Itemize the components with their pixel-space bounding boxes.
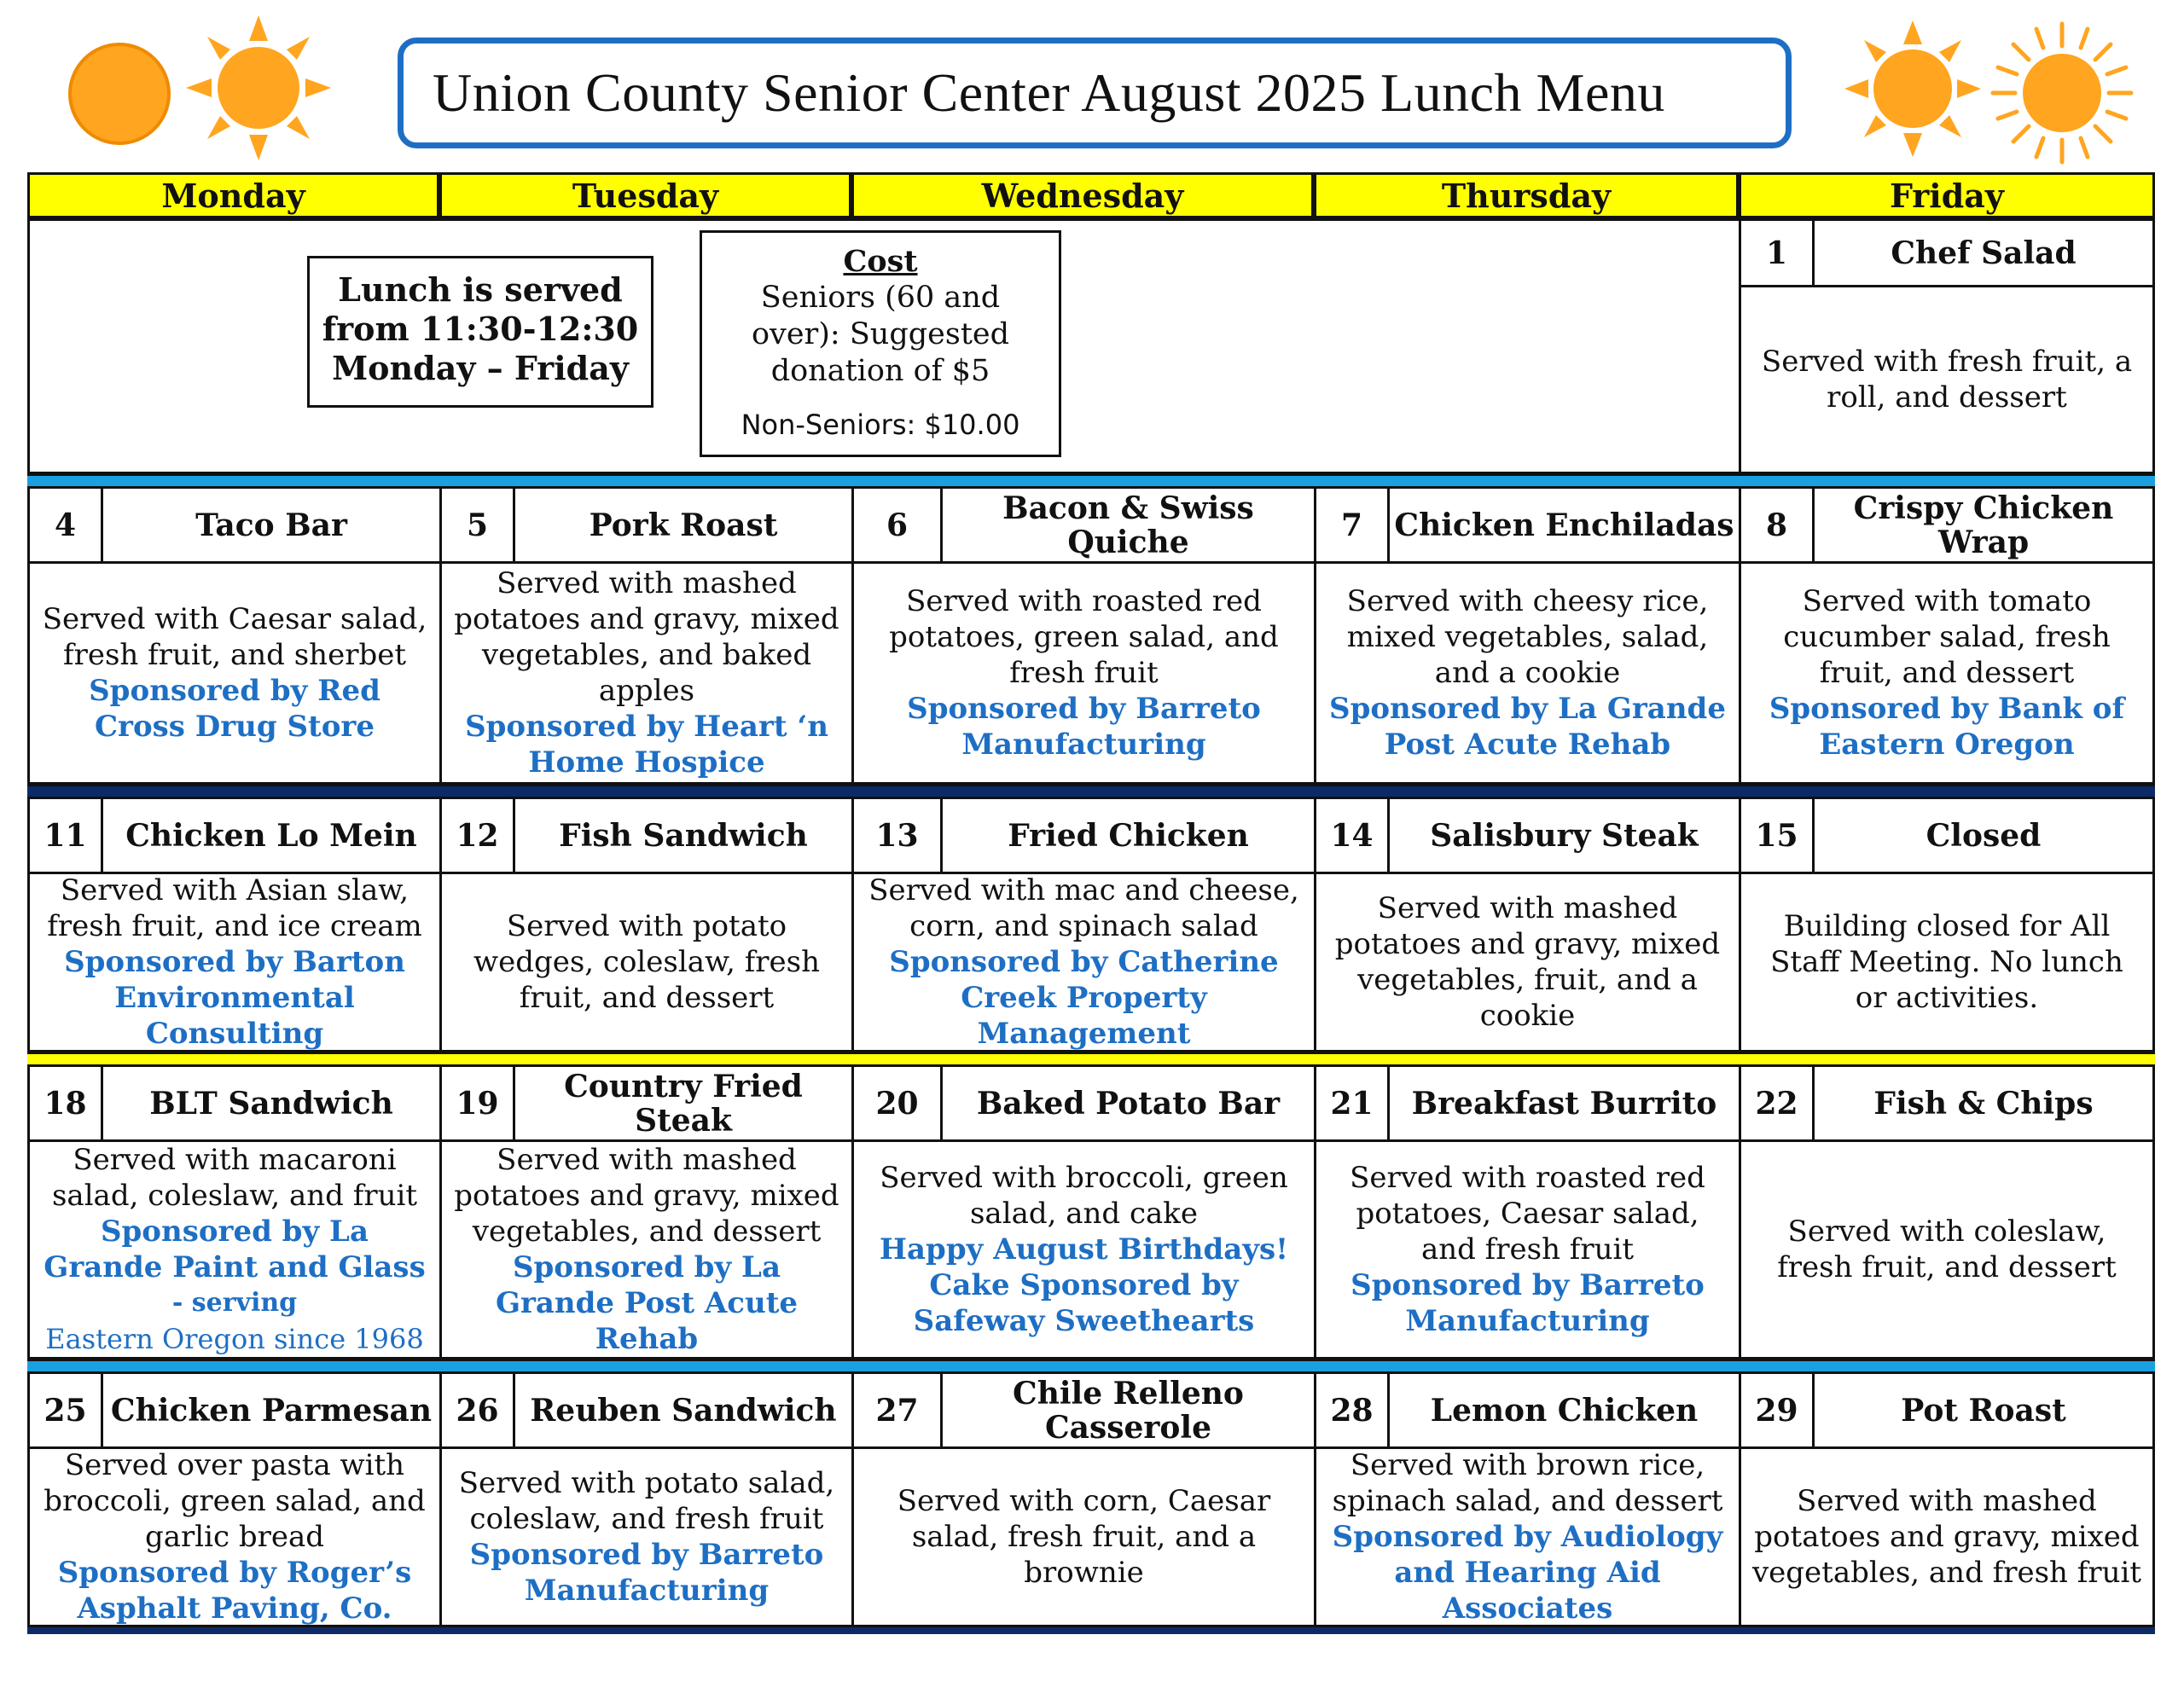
lunch-hours-line: from 11:30-12:30: [322, 310, 639, 348]
day-body: [442, 564, 851, 782]
dish-description: Served with mac and cheese, corn, and spinach salad: [868, 873, 1299, 943]
day-cell: [27, 1371, 442, 1627]
dish-description: Served with Caesar salad, fresh fruit, and sherbet: [42, 602, 427, 672]
calendar-grid: [27, 172, 2155, 1634]
day-cell: [1739, 486, 2155, 785]
sponsor-text: Sponsored by Catherine Creek Property Management: [889, 945, 1279, 1051]
day-body: [442, 1142, 851, 1357]
row-divider: [27, 1359, 2155, 1371]
dish-description: Served with potato wedges, coleslaw, fresh fruit, and dessert: [473, 909, 821, 1015]
dish-name: Fish Sandwich: [515, 799, 851, 874]
day-body: [854, 874, 1314, 1050]
dish-name: Taco Bar: [103, 489, 439, 564]
dish-description: Served with cheesy rice, mixed vegetables, salad, and a cookie: [1346, 584, 1709, 690]
dish-name: Breakfast Burrito: [1390, 1067, 1739, 1142]
cost-heading: Cost: [843, 244, 918, 279]
sponsor-text: Sponsored by Heart ‘n Home Hospice: [465, 710, 828, 780]
dish-name: Lemon Chicken: [1390, 1374, 1739, 1449]
dish-description: Served with roasted red potatoes, green salad, and fresh fruit: [889, 584, 1279, 690]
day-body: [30, 874, 439, 1050]
dish-name: Bacon & Swiss Quiche: [943, 489, 1314, 564]
day-number: 7: [1316, 489, 1390, 564]
dish-description: Served with potato salad, coleslaw, and fresh fruit: [458, 1466, 835, 1536]
day-body: [30, 1449, 439, 1625]
day-cell: [851, 1371, 1316, 1627]
dish-name: Chicken Enchiladas: [1390, 489, 1739, 564]
header-tuesday: Tuesday: [439, 172, 851, 218]
day-cell: [1314, 1064, 1741, 1359]
day-body: [1741, 564, 2152, 782]
day-cell: [1314, 1371, 1741, 1627]
dish-name: Closed: [1815, 799, 2152, 874]
day-body: [1316, 564, 1739, 782]
dish-name: Fried Chicken: [943, 799, 1314, 874]
row-divider: [27, 1626, 2155, 1634]
day-cell: [1314, 486, 1741, 785]
lunch-hours-line: Lunch is served: [338, 270, 623, 309]
day-number: 18: [30, 1067, 103, 1142]
dish-name: Chicken Lo Mein: [103, 799, 439, 874]
dish-description: Served with corn, Caesar salad, fresh fruit, and a brownie: [897, 1484, 1271, 1590]
day-cell: [439, 1371, 854, 1627]
sponsor-extra: Eastern Oregon since 1968: [45, 1323, 424, 1355]
dish-name: Chile Relleno Casserole: [943, 1374, 1314, 1449]
dish-name: BLT Sandwich: [103, 1067, 439, 1142]
day-number: 19: [442, 1067, 515, 1142]
dish-description: Served over pasta with broccoli, green salad, and garlic bread: [44, 1448, 426, 1554]
dish-name: Pork Roast: [515, 489, 851, 564]
dish-name: Baked Potato Bar: [943, 1067, 1314, 1142]
title-box: [398, 38, 1792, 148]
header-friday: Friday: [1739, 172, 2155, 218]
sun-icon: [60, 34, 179, 154]
row-divider: [27, 1052, 2155, 1064]
day-number: 12: [442, 799, 515, 874]
dish-description: Served with tomato cucumber salad, fresh fruit, and dessert: [1783, 584, 2111, 690]
header-monday: Monday: [27, 172, 439, 218]
day-cell: [851, 797, 1316, 1052]
day-body: [30, 1142, 439, 1357]
day-cell: [439, 797, 854, 1052]
sponsor-text: Sponsored by Barreto Manufacturing: [907, 692, 1261, 762]
day-cell: [1314, 797, 1741, 1052]
dish-name: Fish & Chips: [1815, 1067, 2152, 1142]
day-body: [1316, 1142, 1739, 1357]
day-number: 14: [1316, 799, 1390, 874]
dish-description: Building closed for All Staff Meeting. No lunch or activities.: [1770, 909, 2123, 1015]
day-body: [1741, 874, 2152, 1050]
sun-icon: [186, 15, 331, 160]
dish-name: Salisbury Steak: [1390, 799, 1739, 874]
dish-description: Served with roasted red potatoes, Caesar salad, and fresh fruit: [1350, 1161, 1705, 1267]
day-body: [854, 564, 1314, 782]
day-number: 27: [854, 1374, 943, 1449]
day-body: [854, 1449, 1314, 1625]
day-number: 6: [854, 489, 943, 564]
row-divider: [27, 785, 2155, 797]
day-cell: [27, 486, 442, 785]
day-number: 4: [30, 489, 103, 564]
cost-line: Seniors (60 and: [760, 281, 1001, 315]
day-cell: [439, 1064, 854, 1359]
day-body: [442, 1449, 851, 1625]
cost-box: [700, 230, 1061, 457]
sponsor-text: Sponsored by La Grande Paint and Glass: [44, 1215, 426, 1284]
day-number: 22: [1741, 1067, 1815, 1142]
dish-description: Served with broccoli, green salad, and cake: [880, 1161, 1288, 1231]
dish-name: Crispy Chicken Wrap: [1815, 489, 2152, 564]
day-cell: [439, 486, 854, 785]
day-number: 20: [854, 1067, 943, 1142]
day-number: 28: [1316, 1374, 1390, 1449]
dish-description: Served with Asian slaw, fresh fruit, and ice cream: [47, 873, 422, 943]
day-cell: [1739, 1064, 2155, 1359]
dish-description: Served with mashed potatoes and gravy, mixed vegetables, and baked apples: [454, 566, 839, 708]
day-number: 26: [442, 1374, 515, 1449]
day-number: 25: [30, 1374, 103, 1449]
day-body: [854, 1142, 1314, 1357]
day-number: 21: [1316, 1067, 1390, 1142]
day-body: [1316, 874, 1739, 1050]
sponsor-text: Sponsored by Barton Environmental Consulting: [64, 945, 405, 1051]
dish-name: Pot Roast: [1815, 1374, 2152, 1449]
dish-name: Reuben Sandwich: [515, 1374, 851, 1449]
cost-line: over): Suggested: [751, 317, 1010, 351]
day-cell: [27, 797, 442, 1052]
sponsor-text: Sponsored by Barreto Manufacturing: [469, 1538, 824, 1608]
cost-non-seniors: Non-Seniors: $10.00: [741, 409, 1020, 441]
sponsor-text: Sponsored by Audiology and Hearing Aid Associates: [1332, 1520, 1723, 1626]
day-cell: [27, 1064, 442, 1359]
dish-description: Served with mashed potatoes and gravy, mixed vegetables, and dessert: [454, 1143, 839, 1249]
day-number: 5: [442, 489, 515, 564]
sponsor-extra: - serving: [171, 1288, 298, 1318]
dish-name: Chef Salad: [1815, 221, 2152, 287]
day-number: 29: [1741, 1374, 1815, 1449]
day-cell: [851, 1064, 1316, 1359]
dish-description: Served with mashed potatoes and gravy, mixed vegetables, and fresh fruit: [1751, 1484, 2142, 1590]
day-number: 15: [1741, 799, 1815, 874]
dish-description: Served with fresh fruit, a roll, and dessert: [1761, 345, 2133, 415]
day-number: 11: [30, 799, 103, 874]
sun-icon: [1989, 20, 2135, 165]
day-cell: [1739, 797, 2155, 1052]
header-wednesday: Wednesday: [851, 172, 1314, 218]
sponsor-text: Sponsored by La Grande Post Acute Rehab: [495, 1250, 799, 1356]
dish-description: Served with coleslaw, fresh fruit, and dessert: [1777, 1215, 2117, 1284]
day-body: [442, 874, 851, 1050]
header-thursday: Thursday: [1314, 172, 1739, 218]
dish-description: Served with mashed potatoes and gravy, mixed vegetables, fruit, and a cookie: [1334, 891, 1721, 1033]
day-number: 13: [854, 799, 943, 874]
day-body: [1741, 1142, 2152, 1357]
day-cell: [851, 486, 1316, 785]
cost-line: donation of $5: [770, 354, 990, 388]
page-title: Union County Senior Center August 2025 Lunch Menu: [433, 62, 1665, 123]
day-number: 1: [1741, 221, 1815, 287]
day-body: [1741, 1449, 2152, 1625]
dish-description: Served with brown rice, spinach salad, and dessert: [1332, 1448, 1723, 1518]
sponsor-text: Sponsored by La Grande Post Acute Rehab: [1329, 692, 1726, 762]
lunch-hours-box: [307, 256, 653, 408]
day-body: [1316, 1449, 1739, 1625]
dish-description: Served with macaroni salad, coleslaw, and fruit: [51, 1143, 418, 1213]
dish-name: Country Fried Steak: [515, 1067, 851, 1142]
day-number: 8: [1741, 489, 1815, 564]
day-cell: [1739, 1371, 2155, 1627]
sun-icon: [1844, 20, 1981, 157]
sponsor-text: Sponsored by Barreto Manufacturing: [1350, 1268, 1705, 1338]
day-body: [1741, 287, 2152, 472]
day-body: [30, 564, 439, 782]
day-cell: [1739, 218, 2155, 474]
sponsor-text: Happy August Birthdays! Cake Sponsored by Safeway Sweethearts: [879, 1232, 1289, 1338]
lunch-hours-line: Monday – Friday: [332, 349, 629, 387]
dish-name: Chicken Parmesan: [103, 1374, 439, 1449]
sponsor-text: Sponsored by Bank of Eastern Oregon: [1769, 692, 2125, 762]
sponsor-text: Sponsored by Red Cross Drug Store: [89, 674, 380, 744]
sponsor-text: Sponsored by Roger’s Asphalt Paving, Co.: [57, 1556, 412, 1626]
row-divider: [27, 474, 2155, 486]
